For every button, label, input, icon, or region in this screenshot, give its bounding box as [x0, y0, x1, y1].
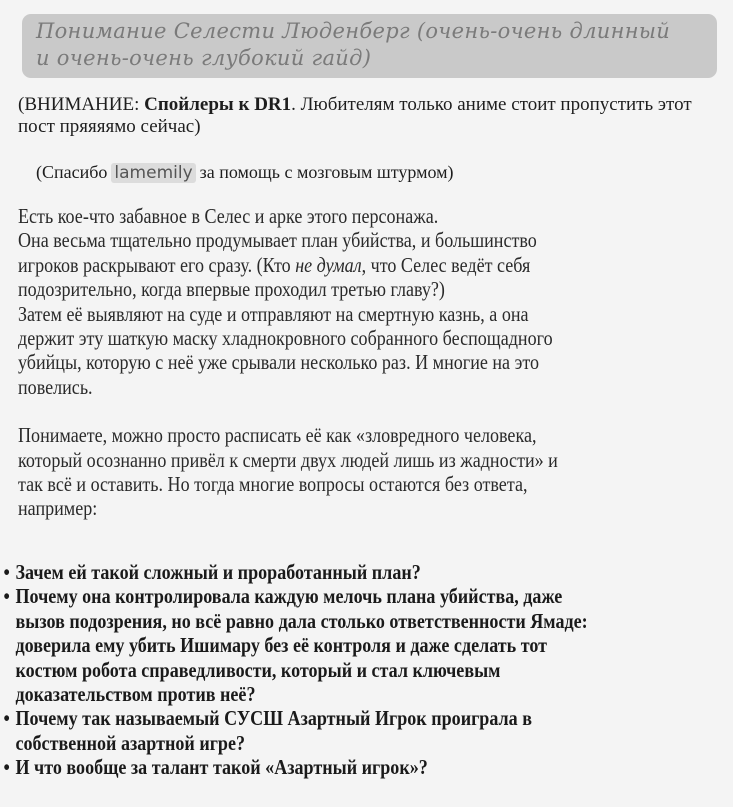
text-line: который осознанно привёл к смерти двух людей лишь из жадности» и [18, 447, 558, 472]
user-mention[interactable]: lamemily [111, 163, 195, 183]
text-line: убийцы, которую с неё уже срывали несколько раз. И многие на это [18, 350, 540, 375]
text-line: подозрительно, когда впервые проходил третью главу?) [18, 277, 445, 302]
title-line-1: Понимание Селести Люденберг (очень-очень длинный [36, 19, 671, 43]
text-line: Есть кое-что забавное в Селес и арке этого персонажа. [18, 204, 439, 228]
text-line: так всё и оставить. Но тогда многие вопросы остаются без ответа, [18, 472, 528, 497]
list-item: • Зачем ей такой сложный и проработанный план? [0, 560, 731, 584]
title-line-2: и очень-очень глубокий гайд) [36, 46, 372, 70]
post-body [18, 204, 716, 521]
warning-prefix: (ВНИМАНИЕ: [18, 94, 145, 115]
list-item: • И что вообще за талант такой «Азартный игрок»? [0, 755, 731, 779]
text-line: повелись. [18, 374, 93, 399]
text-line: держит эту шаткую маску хладнокровного собранного беспощадного [18, 326, 553, 351]
list-item: • Почему так называемый СУСШ Азартный Игрок проиграла в собственной азартной игре? [0, 706, 731, 755]
text-line: например: [18, 496, 98, 521]
thanks-suffix: за помощь с мозговым штурмом) [199, 162, 454, 182]
emphasis: не думал [295, 252, 362, 277]
text-line: Понимаете, можно просто расписать её как «зловредного человека, [18, 423, 537, 448]
warning-bold: Спойлеры к DR1 [144, 94, 292, 115]
text-line: Она весьма тщательно продумывает план убийства, и большинство [18, 228, 537, 253]
questions-list [0, 560, 731, 780]
thanks-note [36, 160, 716, 185]
warning-suffix: . Любителям только аниме стоит пропустить этот пост пряяяямо сейчас) [18, 94, 692, 137]
spoiler-warning [18, 94, 718, 138]
post-title [22, 14, 717, 78]
text-line: Затем её выявляют на суде и отправляют на смертную казнь, а она [18, 301, 529, 326]
text-line: игроков раскрывают его сразу. (Кто не думал, что Селес ведёт себя [18, 252, 531, 277]
thanks-prefix: (Спасибо [36, 162, 108, 182]
list-item: • Почему она контролировала каждую мелочь плана убийства, даже вызов подозрения, но всё равно дала столько ответственности Ямаде: доверила ему убить Ишимару без её контроля и даже сделать тот костюм робота справедливости, который и стал ключевым доказательством против неё? [0, 584, 731, 706]
